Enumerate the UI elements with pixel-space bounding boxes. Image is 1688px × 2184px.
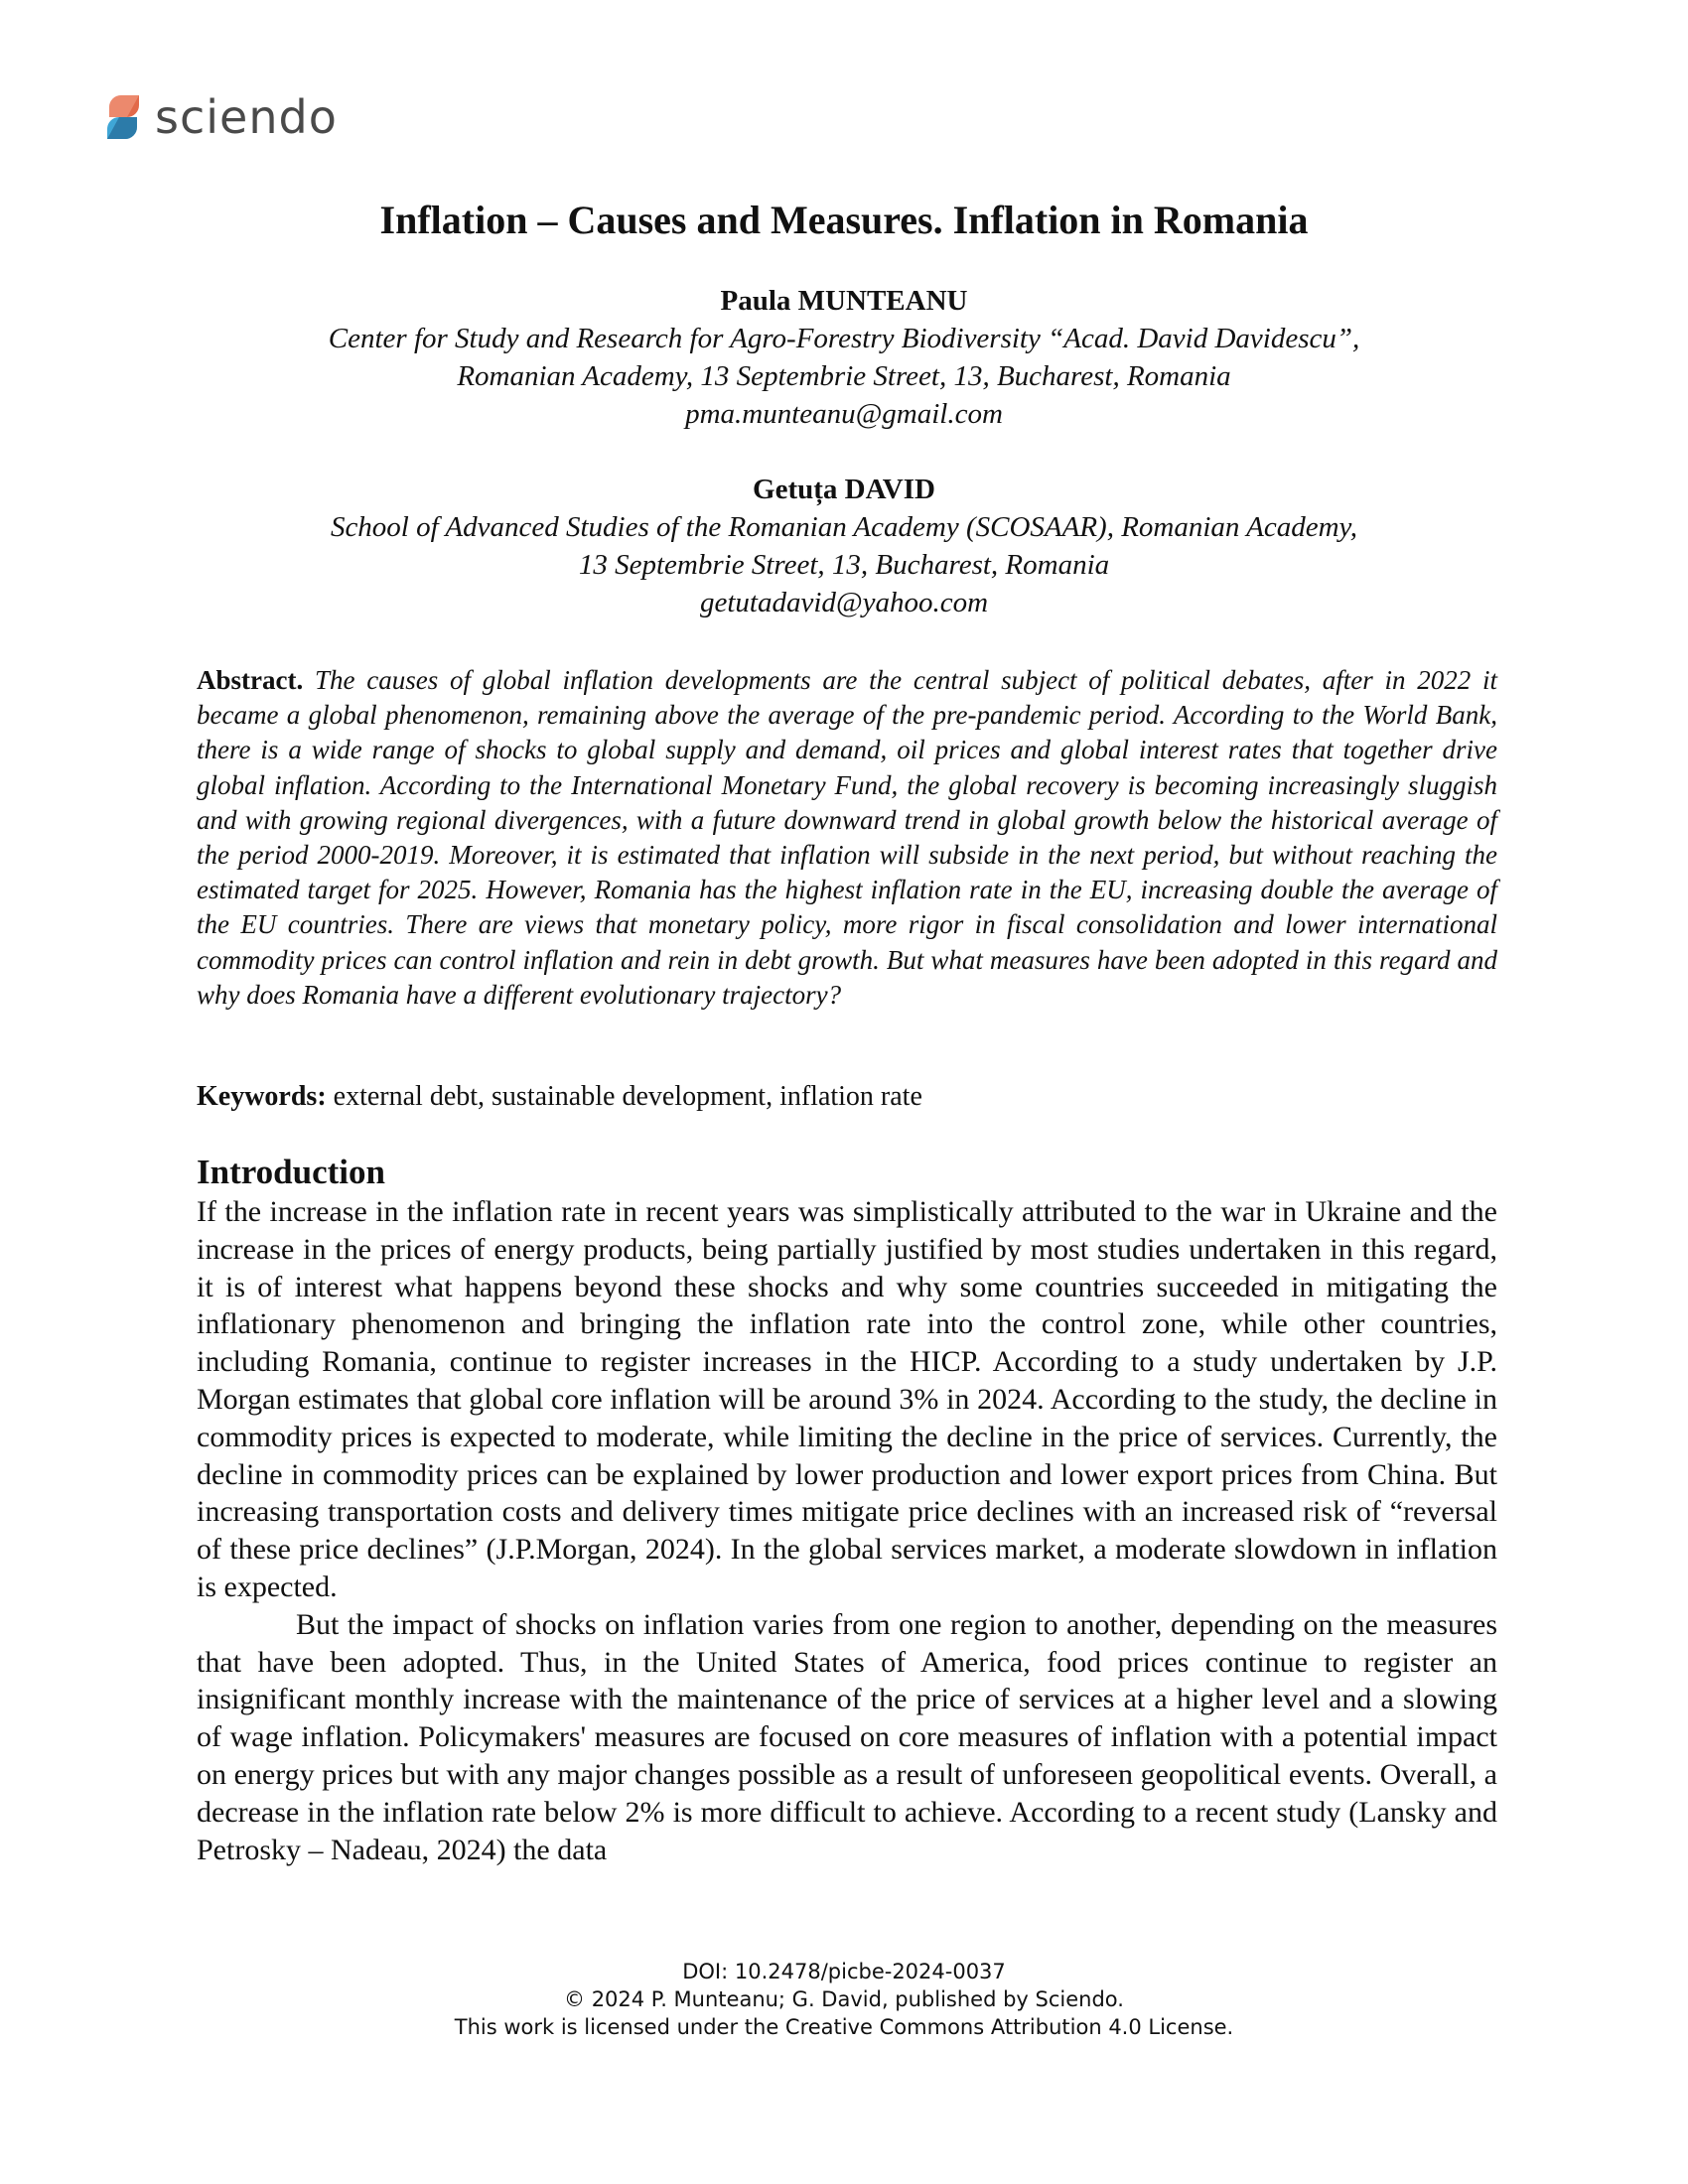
keywords-text: external debt, sustainable development, inflation rate [333,1081,922,1112]
author-block [0,282,1688,433]
license-line: This work is licensed under the Creative Commons Attribution 4.0 License. [454,2015,1234,2039]
author-email: getutadavid@yahoo.com [699,587,989,618]
author-name: Getuța DAVID [753,474,935,505]
copyright-line: © 2024 P. Munteanu; G. David, published by Sciendo. [564,1987,1124,2011]
author-block [0,471,1688,621]
publisher-logo [103,89,338,145]
section-heading-introduction: Introduction [197,1153,385,1191]
abstract [197,663,1497,1013]
author-affiliation: Romanian Academy, 13 Septembrie Street, 13, Bucharest, Romania [457,360,1231,392]
keywords-label: Keywords: [197,1081,327,1112]
abstract-text: The causes of global inflation developments are the central subject of political debates, after in 2022 it became a global phenomenon, remaining above the average of the pre-pandemic period. According to the World Bank, there is a wide range of shocks to global supply and demand, oil prices and global interest rates that together drive global inflation. According to the International Monetary Fund, the global recovery is becoming increasingly sluggish and with growing regional divergences, with a future downward trend in global growth below the historical average of the period 2000-2019. Moreover, it is estimated that inflation will subside in the next period, but without reaching the estimated target for 2025. However, Romania has the highest inflation rate in the EU, increasing double the average of the EU countries. There are views that monetary policy, more rigor in fiscal consolidation and lower international commodity prices can control inflation and rein in debt growth. But what measures have been adopted in this regard and why does Romania have a different evolutionary trajectory? [197,665,1497,1010]
paper-title: Inflation – Causes and Measures. Inflation in Romania [379,198,1309,242]
body-paragraph: If the increase in the inflation rate in recent years was simplistically attributed to the war in Ukraine and the increase in the prices of energy products, being partially justified by most studies undertaken in this regard, it is of interest what happens beyond these shocks and why some countries succeeded in mitigating the inflationary phenomenon and bringing the inflation rate into the control zone, while other countries, including Romania, continue to register increases in the HICP. According to a study undertaken by J.P. Morgan estimates that global core inflation will be around 3% in 2024. According to the study, the decline in commodity prices is expected to moderate, while limiting the decline in the price of services. Currently, the decline in commodity prices can be explained by lower production and lower export prices from China. But increasing transportation costs and delivery times mitigate price declines with an increased risk of “reversal of these price declines” (J.P.Morgan, 2024). In the global services market, a moderate slowdown in inflation is expected. [197,1195,1497,1603]
publisher-name: sciendo [155,90,338,144]
body-paragraph: But the impact of shocks on inflation varies from one region to another, depending on the measures that have been adopted. Thus, in the United States of America, food prices continue to register an insignificant monthly increase with the maintenance of the price of services at a higher level and a slowing of wage inflation. Policymakers' measures are focused on core measures of inflation with a potential impact on energy prices but with any major changes possible as a result of unforeseen geopolitical events. Overall, a decrease in the inflation rate below 2% is more difficult to achieve. According to a recent study (Lansky and Petrosky – Nadeau, 2024) the data [197,1607,1497,1866]
doi-line: DOI: 10.2478/picbe-2024-0037 [682,1960,1006,1983]
author-affiliation: School of Advanced Studies of the Romanian Academy (SCOSAAR), Romanian Academy, [330,511,1358,543]
abstract-label: Abstract. [197,665,304,695]
sciendo-s-icon [103,89,143,145]
author-name: Paula MUNTEANU [720,285,968,317]
keywords [197,1079,1497,1115]
author-affiliation: 13 Septembrie Street, 13, Bucharest, Romania [578,549,1110,581]
author-affiliation: Center for Study and Research for Agro-Forestry Biodiversity “Acad. David Davidescu”, [328,323,1360,354]
author-email: pma.munteanu@gmail.com [685,398,1003,430]
introduction-body [197,1193,1497,1868]
page-footer [0,1958,1688,2041]
